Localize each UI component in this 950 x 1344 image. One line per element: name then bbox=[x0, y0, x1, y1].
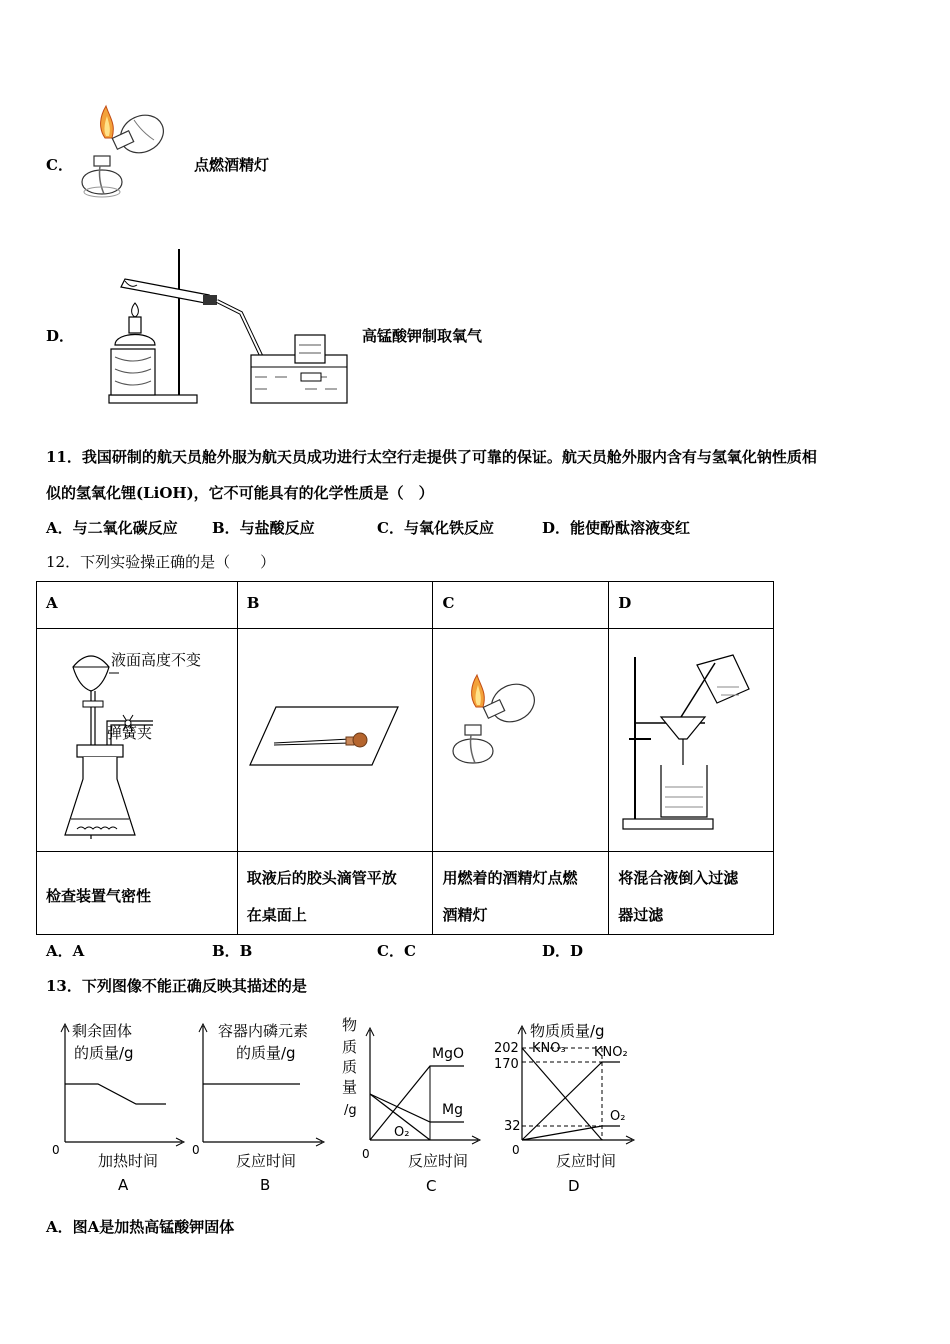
image-d-cell bbox=[609, 629, 774, 852]
q12-options-table bbox=[36, 581, 774, 935]
option-d-letter: D． bbox=[46, 327, 75, 345]
image-a-cell bbox=[37, 629, 238, 852]
graph-b-ylabel1: 容器内磷元素 bbox=[218, 1022, 309, 1040]
graph-d bbox=[490, 1014, 640, 1199]
desc-d-line2: 器过滤 bbox=[618, 906, 664, 924]
option-d-text: 高锰酸钾制取氧气 bbox=[362, 327, 483, 345]
q12-option-b: B．B bbox=[212, 942, 253, 960]
graph-d-label-kno2: KNO₂ bbox=[594, 1045, 628, 1060]
graph-a bbox=[50, 1018, 190, 1198]
graph-c-label-mgo: MgO bbox=[432, 1046, 464, 1062]
graph-c-ylabel-2: 质 bbox=[342, 1058, 358, 1076]
header-c: C bbox=[433, 582, 609, 629]
filtration-illustration bbox=[621, 647, 771, 832]
header-a: A bbox=[37, 582, 238, 629]
desc-c-line2: 酒精灯 bbox=[442, 906, 488, 924]
q12-option-d: D．D bbox=[542, 942, 584, 960]
graph-c-ylabel-4: /g bbox=[344, 1103, 357, 1118]
desc-a-line1: 检查装置气密性 bbox=[46, 887, 152, 905]
header-b: B bbox=[237, 582, 433, 629]
graph-d-xlabel: 反应时间 bbox=[556, 1152, 617, 1170]
dropper-on-table-illustration bbox=[246, 699, 426, 769]
graph-c-label-mg: Mg bbox=[442, 1102, 463, 1118]
q12-option-c: C．C bbox=[377, 942, 416, 960]
image-b-cell bbox=[237, 629, 433, 852]
graph-d-o2-line bbox=[522, 1126, 620, 1140]
graph-d-ylabel: 物质质量/g bbox=[530, 1022, 605, 1040]
graph-c-label-o2: O₂ bbox=[394, 1125, 410, 1140]
graph-d-kno3-line bbox=[522, 1048, 602, 1140]
graph-d-kno2-line bbox=[522, 1062, 620, 1140]
q12-option-a: A．A bbox=[46, 942, 85, 960]
graph-b bbox=[188, 1018, 328, 1198]
graph-d-tick-170: 170 bbox=[494, 1057, 519, 1072]
graph-c-caption: C bbox=[426, 1177, 437, 1195]
q11-option-d: D．能使酚酞溶液变红 bbox=[542, 519, 691, 537]
graph-d-label-o2: O₂ bbox=[610, 1109, 626, 1124]
lamp-to-lamp-lighting-illustration bbox=[441, 669, 551, 779]
graph-d-origin: 0 bbox=[512, 1143, 520, 1157]
q11-stem-line1: 11．我国研制的航天员舱外服为航天员成功进行太空行走提供了可靠的保证。航天员舱外服内含有与氢氧化钠性质相 bbox=[46, 448, 817, 466]
graph-c-ylabel-3: 量 bbox=[342, 1078, 358, 1096]
graph-d-tick-32: 32 bbox=[504, 1119, 521, 1134]
desc-d-cell bbox=[609, 852, 774, 935]
oxygen-preparation-apparatus bbox=[105, 245, 355, 410]
desc-b-line1: 取液后的胶头滴管平放 bbox=[246, 869, 397, 887]
graph-b-origin: 0 bbox=[192, 1143, 200, 1157]
q11-stem-line2: 似的氢氧化锂(LiOH)，它不可能具有的化学性质是（ ） bbox=[46, 484, 434, 502]
graph-a-origin: 0 bbox=[52, 1143, 60, 1157]
desc-b-cell bbox=[237, 852, 433, 935]
header-d: D bbox=[609, 582, 774, 629]
graph-a-caption: A bbox=[118, 1176, 129, 1194]
graph-a-curve bbox=[65, 1084, 166, 1104]
graph-c-ylabel-1: 质 bbox=[342, 1038, 358, 1056]
graph-b-ylabel2: 的质量/g bbox=[236, 1044, 296, 1062]
graph-a-ylabel2: 的质量/g bbox=[74, 1044, 134, 1062]
desc-b-line2: 在桌面上 bbox=[246, 906, 307, 924]
q12-stem: 12．下列实验操正确的是（ ） bbox=[46, 553, 276, 571]
q11-option-c: C．与氧化铁反应 bbox=[377, 519, 494, 537]
image-c-cell bbox=[433, 629, 609, 852]
desc-a-cell bbox=[37, 852, 238, 935]
q11-option-a: A．与二氧化碳反应 bbox=[46, 519, 178, 537]
graph-b-xlabel: 反应时间 bbox=[236, 1152, 297, 1170]
graph-c-origin: 0 bbox=[362, 1147, 370, 1161]
graph-c-xlabel: 反应时间 bbox=[408, 1152, 469, 1170]
label-clamp: 弹簧夹 bbox=[107, 724, 153, 742]
desc-c-cell bbox=[433, 852, 609, 935]
graph-c bbox=[338, 1014, 488, 1199]
desc-c-line1: 用燃着的酒精灯点燃 bbox=[442, 869, 578, 887]
option-c-letter: C． bbox=[46, 156, 73, 174]
q13-stem: 13．下列图像不能正确反映其描述的是 bbox=[46, 977, 307, 995]
graph-a-ylabel1: 剩余固体 bbox=[72, 1022, 133, 1040]
q11-option-b: B．与盐酸反应 bbox=[212, 519, 315, 537]
desc-d-line1: 将混合液倒入过滤 bbox=[618, 869, 739, 887]
option-c-text: 点燃酒精灯 bbox=[194, 156, 270, 174]
graph-a-xlabel: 加热时间 bbox=[98, 1152, 159, 1170]
graph-d-label-kno3: KNO₃ bbox=[532, 1041, 566, 1056]
alcohol-lamp-lighting-illustration bbox=[70, 100, 180, 215]
label-liquid-level: 液面高度不变 bbox=[111, 651, 202, 669]
graph-c-ylabel-0: 物 bbox=[342, 1016, 358, 1034]
graph-b-caption: B bbox=[260, 1176, 271, 1194]
q13-option-a: A．图A是加热高锰酸钾固体 bbox=[46, 1218, 235, 1236]
graph-d-tick-202: 202 bbox=[494, 1041, 519, 1056]
graph-d-caption: D bbox=[568, 1177, 580, 1195]
